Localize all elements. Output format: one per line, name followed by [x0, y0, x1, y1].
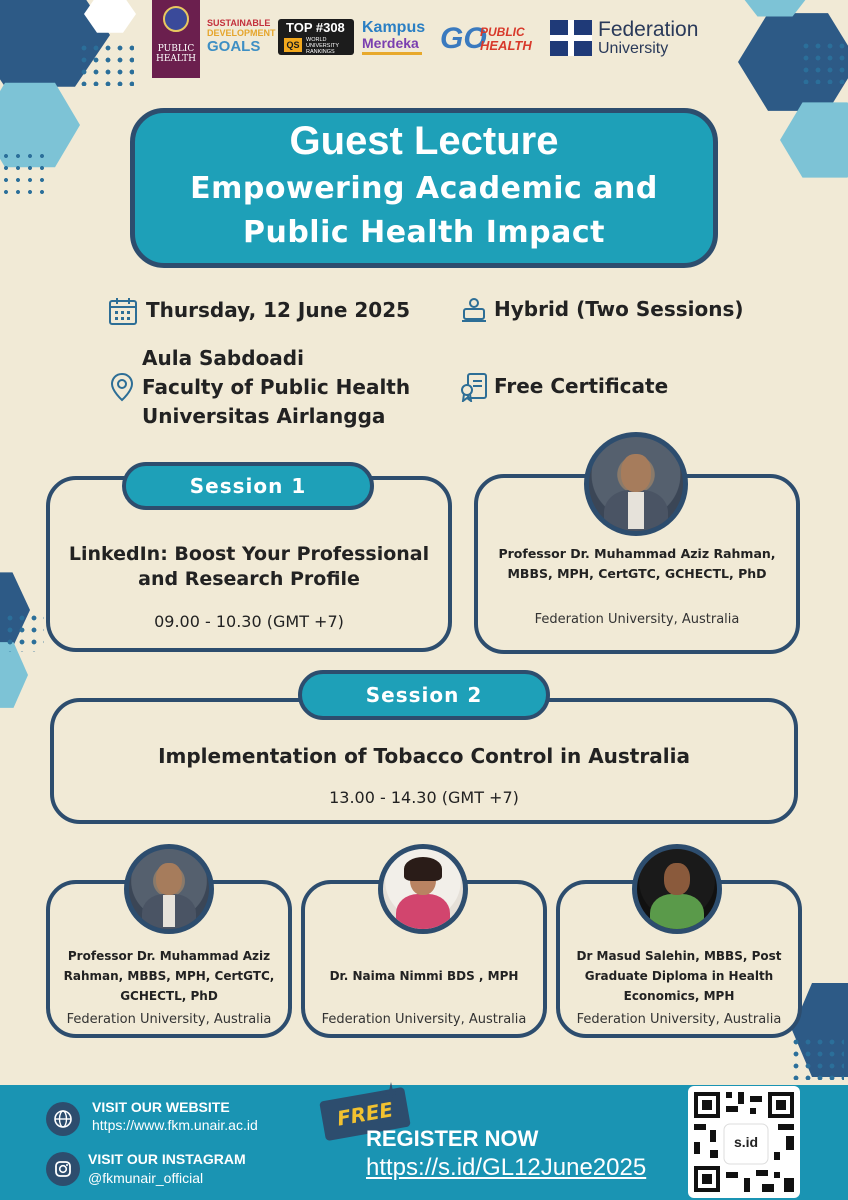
speaker-photo-aziz-rahman [584, 432, 688, 536]
title-banner [130, 108, 718, 268]
kampus-merdeka-logo [362, 20, 432, 56]
decor-dots-top-left [78, 42, 134, 86]
speaker-2-name: Dr. Naima Nimmi BDS , MPH [329, 969, 519, 983]
public-health-logo-text: PUBLIC HEALTH [155, 44, 196, 64]
go-health-text: HEALTH [480, 38, 532, 53]
page-title: Guest Lecture [289, 119, 559, 163]
instagram-handle[interactable]: @fkmunair_official [88, 1170, 204, 1186]
register-link[interactable]: https://s.id/GL12June2025 [366, 1154, 647, 1181]
speaker-3-affiliation: Federation University, Australia [576, 1012, 782, 1027]
qs-top-text: TOP #308 [286, 20, 345, 35]
speaker-3-name-line-1: Dr Masud Salehin, MBBS, Post [576, 949, 782, 963]
university-seal-icon [163, 6, 189, 32]
speaker-photo-aziz-rahman-2 [124, 844, 214, 934]
qs-ranking-logo [278, 19, 354, 55]
website-label: VISIT OUR WEBSITE [92, 1099, 230, 1115]
decor-dots-mid-left [4, 612, 44, 652]
speaker-3-name-line-3: Economics, MPH [623, 989, 735, 1003]
qs-line-2: UNIVERSITY [306, 43, 340, 49]
federation-text: Federation [598, 18, 699, 41]
sdg-line-1: SUSTAINABLE [207, 18, 271, 28]
session-2-label: Session 2 [298, 670, 550, 720]
instagram-icon [46, 1152, 80, 1186]
calendar-icon [108, 296, 138, 326]
speaker-1-name-line-1: Professor Dr. Muhammad Aziz [67, 949, 271, 963]
certificate-text: Free Certificate [494, 374, 669, 398]
hybrid-laptop-icon [460, 296, 488, 324]
federation-university-logo [550, 16, 700, 60]
certificate-icon [460, 372, 488, 402]
session-2-topic: Implementation of Tobacco Control in Australia [158, 744, 690, 768]
website-url[interactable]: https://www.fkm.unair.ac.id [92, 1117, 258, 1133]
qs-line-3: RANKINGS [306, 49, 335, 55]
register-now-label: REGISTER NOW [366, 1126, 539, 1151]
go-public-health-logo [440, 22, 544, 56]
go-text: GO [440, 22, 487, 55]
federation-flag-icon [550, 20, 592, 56]
session-1-topic-line-1: LinkedIn: Boost Your Professional [68, 543, 430, 565]
venue-line-2: Faculty of Public Health [142, 375, 411, 399]
speaker-1-affiliation: Federation University, Australia [66, 1012, 272, 1027]
speaker-photo-masud-salehin [632, 844, 722, 934]
speaker-photo-naima-nimmi [378, 844, 468, 934]
decor-hexagon-right-light [780, 100, 848, 180]
decor-dots-left [0, 150, 50, 194]
lecture-title-line-2: Public Health Impact [242, 215, 605, 250]
qs-mark: QS [284, 38, 302, 52]
session-1-time: 09.00 - 10.30 (GMT +7) [154, 612, 344, 631]
location-pin-icon [110, 372, 134, 402]
sdg-line-2: DEVELOPMENT [207, 28, 276, 38]
session-1-label: Session 1 [122, 462, 374, 510]
qs-line-1: WORLD [306, 37, 327, 43]
speaker-1-name-line-2: Rahman, MBBS, MPH, CertGTC, [63, 969, 275, 983]
sparkle-icon [380, 1082, 402, 1104]
instagram-label: VISIT OUR INSTAGRAM [88, 1151, 246, 1167]
globe-icon [46, 1102, 80, 1136]
decor-dots-top-right [800, 40, 846, 84]
session-1-speaker-affiliation: Federation University, Australia [534, 612, 740, 627]
free-badge-text: FREE [335, 1097, 395, 1131]
decor-dots-bottom-right [790, 1036, 844, 1080]
registration-qr-code [688, 1086, 800, 1198]
session-2-time: 13.00 - 14.30 (GMT +7) [329, 788, 519, 807]
event-date: Thursday, 12 June 2025 [146, 298, 411, 322]
session-1-speaker-name-line-2: MBBS, MPH, CertGTC, GCHECTL, PhD [507, 566, 767, 581]
merdeka-text: Merdeka [362, 35, 419, 51]
session-1-topic-line-2: and Research Profile [138, 568, 360, 590]
go-public-text: PUBLIC [480, 25, 525, 39]
public-health-logo [152, 0, 200, 78]
speaker-1-name-line-3: GCHECTL, PhD [120, 989, 218, 1003]
university-text: University [598, 40, 669, 57]
sdg-line-3: GOALS [207, 38, 261, 55]
venue-line-3: Universitas Airlangga [142, 404, 386, 428]
speaker-3-name-line-2: Graduate Diploma in Health [584, 969, 774, 983]
lecture-title-line-1: Empowering Academic and [190, 171, 658, 206]
event-mode: Hybrid (Two Sessions) [494, 297, 744, 321]
sdg-logo [207, 18, 276, 58]
speaker-2-affiliation: Federation University, Australia [321, 1012, 527, 1027]
venue-line-1: Aula Sabdoadi [142, 346, 304, 370]
session-1-speaker-name-line-1: Professor Dr. Muhammad Aziz Rahman, [498, 546, 776, 561]
qr-brand-text: s.id [733, 1134, 759, 1150]
kampus-text: Kampus [362, 19, 426, 36]
